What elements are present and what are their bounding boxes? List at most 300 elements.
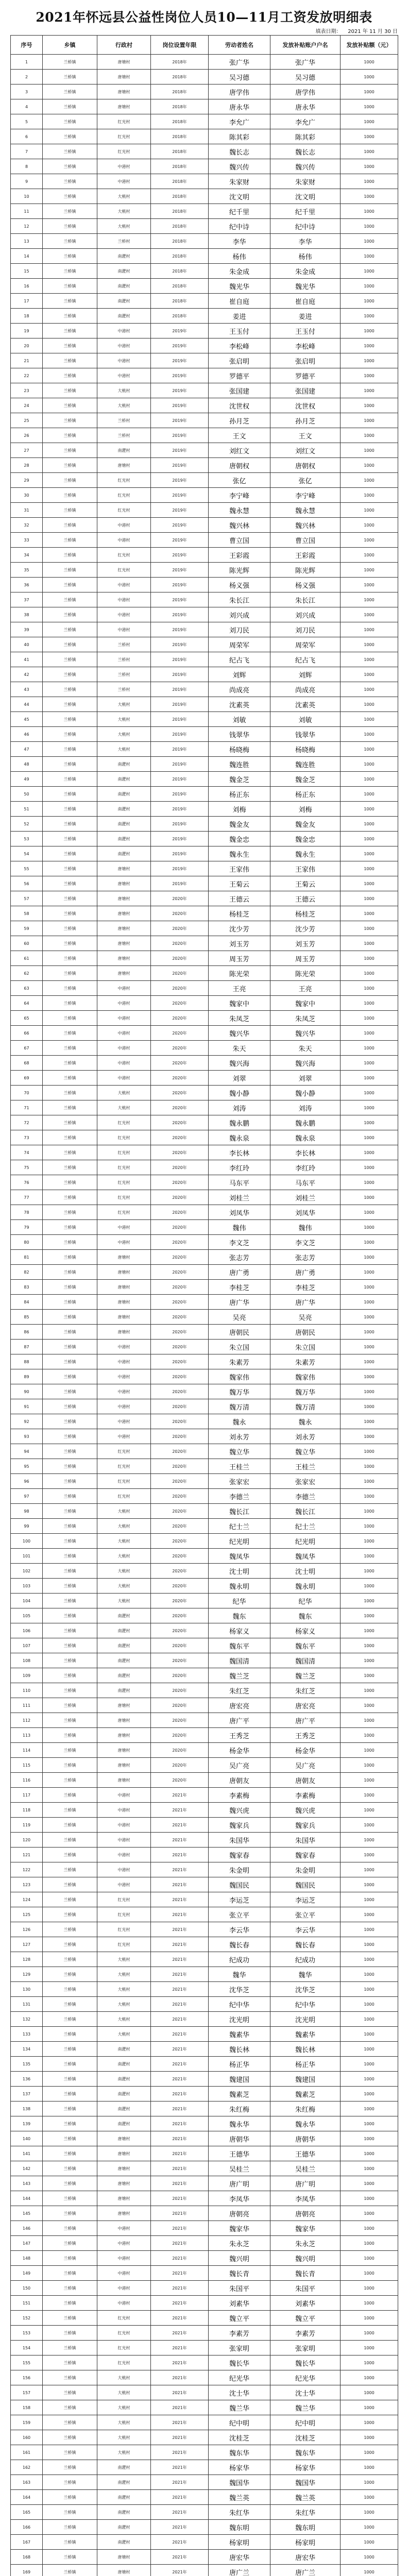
row-town: 兰桥镇: [43, 338, 97, 353]
row-index: 115: [11, 1758, 43, 1773]
row-amount: 1000: [341, 2206, 398, 2221]
row-account: 魏兰芝: [270, 1668, 341, 1683]
row-village: 中港村: [97, 1877, 151, 1892]
row-village: 唐塘村: [97, 906, 151, 921]
row-town: 兰桥镇: [43, 2221, 97, 2236]
row-year: 2020年: [151, 1280, 209, 1295]
row-town: 兰桥镇: [43, 2296, 97, 2311]
row-worker: 杨家华: [209, 2460, 270, 2475]
table-row: [11, 2326, 398, 2341]
row-year: 2020年: [151, 1399, 209, 1414]
row-amount: 1000: [341, 1310, 398, 1325]
row-town: 兰桥镇: [43, 1459, 97, 1474]
table-row: [11, 1594, 398, 1608]
row-year: 2020年: [151, 1638, 209, 1653]
row-worker: 沈少芳: [209, 921, 270, 936]
table-row: [11, 592, 398, 607]
row-town: 兰桥镇: [43, 1698, 97, 1713]
row-worker: 魏兴传: [209, 159, 270, 174]
row-year: 2020年: [151, 1310, 209, 1325]
row-account: 李凤华: [270, 2191, 341, 2206]
table-row: [11, 2087, 398, 2102]
row-index: 138: [11, 2102, 43, 2116]
row-village: 南淝村: [97, 309, 151, 324]
row-town: 兰桥镇: [43, 1833, 97, 1848]
row-village: 大桃村: [97, 712, 151, 727]
row-worker: 张立平: [209, 1907, 270, 1922]
row-worker: 张志芳: [209, 1250, 270, 1265]
row-year: 2019年: [151, 488, 209, 503]
row-town: 兰桥镇: [43, 1071, 97, 1086]
row-year: 2019年: [151, 637, 209, 652]
row-amount: 1000: [341, 772, 398, 787]
row-amount: 1000: [341, 2161, 398, 2176]
row-town: 兰桥镇: [43, 1145, 97, 1160]
table-row: [11, 951, 398, 966]
row-year: 2020年: [151, 906, 209, 921]
row-year: 2020年: [151, 1489, 209, 1504]
row-year: 2018年: [151, 264, 209, 279]
table-row: [11, 353, 398, 368]
row-village: 大桃村: [97, 1549, 151, 1564]
table-row: [11, 1997, 398, 2012]
row-account: 杨家华: [270, 2460, 341, 2475]
row-amount: 1000: [341, 2341, 398, 2355]
row-year: 2020年: [151, 1623, 209, 1638]
row-index: 33: [11, 533, 43, 548]
table-row: [11, 1638, 398, 1653]
row-year: 2020年: [151, 1653, 209, 1668]
row-amount: 1000: [341, 1967, 398, 1982]
row-account: 杨家明: [270, 2535, 341, 2550]
row-amount: 1000: [341, 1354, 398, 1369]
row-year: 2021年: [151, 2266, 209, 2281]
row-index: 17: [11, 294, 43, 309]
row-index: 156: [11, 2370, 43, 2385]
row-village: 大桃村: [97, 1534, 151, 1549]
row-village: 中港村: [97, 578, 151, 592]
row-account: 纪占飞: [270, 652, 341, 667]
row-worker: 唐广平: [209, 1713, 270, 1728]
row-worker: 纪士兰: [209, 1519, 270, 1534]
table-row: [11, 757, 398, 772]
row-year: 2020年: [151, 1056, 209, 1071]
row-amount: 1000: [341, 966, 398, 981]
row-account: 沈士华: [270, 2385, 341, 2400]
table-row: [11, 1190, 398, 1205]
row-town: 兰桥镇: [43, 876, 97, 891]
table-row: [11, 2236, 398, 2251]
row-amount: 1000: [341, 832, 398, 846]
row-worker: 魏长春: [209, 1937, 270, 1952]
row-year: 2019年: [151, 697, 209, 712]
row-index: 9: [11, 174, 43, 189]
row-account: 唐宏华: [270, 2550, 341, 2565]
row-worker: 吴亮: [209, 1310, 270, 1325]
row-town: 兰桥镇: [43, 1011, 97, 1026]
row-amount: 1000: [341, 114, 398, 129]
row-worker: 唐朝权: [209, 458, 270, 473]
row-account: 张广华: [270, 55, 341, 70]
row-account: 杨伟: [270, 249, 341, 264]
row-index: 87: [11, 1340, 43, 1354]
row-year: 2021年: [151, 2042, 209, 2057]
row-year: 2018年: [151, 174, 209, 189]
row-index: 54: [11, 846, 43, 861]
row-year: 2019年: [151, 757, 209, 772]
row-worker: 杨正东: [209, 787, 270, 802]
row-index: 95: [11, 1459, 43, 1474]
row-year: 2020年: [151, 1429, 209, 1444]
row-account: 杨正华: [270, 2057, 341, 2072]
row-town: 兰桥镇: [43, 1026, 97, 1041]
row-amount: 1000: [341, 338, 398, 353]
row-village: 大桃村: [97, 1100, 151, 1115]
row-year: 2018年: [151, 159, 209, 174]
row-village: 大桃村: [97, 1504, 151, 1519]
row-amount: 1000: [341, 1145, 398, 1160]
row-year: 2020年: [151, 1668, 209, 1683]
table-row: [11, 413, 398, 428]
row-worker: 唐宏华: [209, 2550, 270, 2565]
row-worker: 朱金成: [209, 264, 270, 279]
row-account: 王德华: [270, 2146, 341, 2161]
table-row: [11, 174, 398, 189]
fill-date: 填表日期： 2021 年 11 月 30 日: [315, 29, 398, 35]
table-row: [11, 802, 398, 817]
table-row: [11, 129, 398, 144]
row-amount: 1000: [341, 1579, 398, 1594]
row-amount: 1000: [341, 234, 398, 249]
row-year: 2021年: [151, 1862, 209, 1877]
row-account: 李运芝: [270, 1892, 341, 1907]
row-worker: 王彩霞: [209, 548, 270, 563]
row-year: 2018年: [151, 70, 209, 84]
row-town: 兰桥镇: [43, 458, 97, 473]
row-amount: 1000: [341, 428, 398, 443]
row-village: 大桃村: [97, 2445, 151, 2460]
row-year: 2020年: [151, 1564, 209, 1579]
row-town: 兰桥镇: [43, 129, 97, 144]
row-village: 南淝村: [97, 817, 151, 832]
row-village: 中港村: [97, 2236, 151, 2251]
table-row: [11, 1071, 398, 1086]
row-village: 大桃村: [97, 2370, 151, 2385]
row-year: 2021年: [151, 2385, 209, 2400]
row-village: 红光村: [97, 2326, 151, 2341]
row-account: 唐朝民: [270, 1325, 341, 1340]
row-amount: 1000: [341, 413, 398, 428]
table-row: [11, 338, 398, 353]
row-index: 120: [11, 1833, 43, 1848]
row-town: 兰桥镇: [43, 1175, 97, 1190]
row-index: 153: [11, 2326, 43, 2341]
row-town: 兰桥镇: [43, 891, 97, 906]
row-year: 2019年: [151, 742, 209, 757]
row-account: 吴桂兰: [270, 2161, 341, 2176]
row-village: 中港村: [97, 2296, 151, 2311]
row-year: 2018年: [151, 249, 209, 264]
row-amount: 1000: [341, 1698, 398, 1713]
row-village: 大桃村: [97, 2415, 151, 2430]
table-row: [11, 2550, 398, 2565]
row-amount: 1000: [341, 951, 398, 966]
row-town: 兰桥镇: [43, 2281, 97, 2296]
row-index: 34: [11, 548, 43, 563]
row-index: 164: [11, 2490, 43, 2505]
row-year: 2019年: [151, 428, 209, 443]
row-village: 唐塘村: [97, 2550, 151, 2565]
row-amount: 1000: [341, 383, 398, 398]
table-row: [11, 159, 398, 174]
row-index: 111: [11, 1698, 43, 1713]
row-amount: 1000: [341, 787, 398, 802]
row-town: 兰桥镇: [43, 2535, 97, 2550]
row-town: 兰桥镇: [43, 1056, 97, 1071]
row-village: 南淝村: [97, 772, 151, 787]
row-account: 张立平: [270, 1907, 341, 1922]
row-town: 兰桥镇: [43, 787, 97, 802]
row-worker: 刘辉: [209, 667, 270, 682]
row-index: 102: [11, 1564, 43, 1579]
row-account: 李松峰: [270, 338, 341, 353]
row-village: 中港村: [97, 1429, 151, 1444]
table-row: [11, 1115, 398, 1130]
row-index: 126: [11, 1922, 43, 1937]
row-village: 中港村: [97, 1041, 151, 1056]
row-village: 大桃村: [97, 2400, 151, 2415]
row-village: 中港村: [97, 1026, 151, 1041]
table-row: [11, 772, 398, 787]
row-index: 139: [11, 2116, 43, 2131]
row-year: 2019年: [151, 473, 209, 488]
row-town: 兰桥镇: [43, 2505, 97, 2520]
row-amount: 1000: [341, 204, 398, 219]
row-year: 2021年: [151, 2057, 209, 2072]
table-row: [11, 488, 398, 503]
row-year: 2019年: [151, 667, 209, 682]
row-village: 兰桥村: [97, 667, 151, 682]
row-town: 兰桥镇: [43, 2490, 97, 2505]
table-row: [11, 1280, 398, 1295]
row-account: 魏长华: [270, 2355, 341, 2370]
row-index: 137: [11, 2087, 43, 2102]
row-worker: 唐广勇: [209, 1265, 270, 1280]
row-year: 2018年: [151, 129, 209, 144]
row-amount: 1000: [341, 1564, 398, 1579]
row-amount: 1000: [341, 1922, 398, 1937]
row-year: 2020年: [151, 1250, 209, 1265]
table-row: [11, 2116, 398, 2131]
row-index: 103: [11, 1579, 43, 1594]
table-row: [11, 817, 398, 832]
row-index: 56: [11, 876, 43, 891]
row-amount: 1000: [341, 637, 398, 652]
row-village: 红光村: [97, 114, 151, 129]
row-year: 2021年: [151, 2131, 209, 2146]
row-village: 唐塘村: [97, 2176, 151, 2191]
row-worker: 魏万华: [209, 1384, 270, 1399]
row-account: 魏长春: [270, 1937, 341, 1952]
table-row: [11, 1399, 398, 1414]
row-amount: 1000: [341, 1653, 398, 1668]
row-amount: 1000: [341, 1325, 398, 1340]
row-worker: 杨义强: [209, 578, 270, 592]
row-amount: 1000: [341, 2385, 398, 2400]
row-amount: 1000: [341, 144, 398, 159]
row-town: 兰桥镇: [43, 996, 97, 1011]
row-village: 兰桥村: [97, 413, 151, 428]
row-index: 151: [11, 2296, 43, 2311]
row-year: 2021年: [151, 2341, 209, 2355]
row-worker: 马东平: [209, 1175, 270, 1190]
row-village: 唐塘村: [97, 891, 151, 906]
row-account: 魏东平: [270, 1638, 341, 1653]
table-row: [11, 1743, 398, 1758]
row-year: 2018年: [151, 219, 209, 234]
table-row: [11, 921, 398, 936]
row-index: 42: [11, 667, 43, 682]
row-amount: 1000: [341, 1892, 398, 1907]
row-account: 周荣军: [270, 637, 341, 652]
row-year: 2021年: [151, 2535, 209, 2550]
row-index: 124: [11, 1892, 43, 1907]
row-amount: 1000: [341, 1623, 398, 1638]
row-town: 兰桥镇: [43, 667, 97, 682]
row-amount: 1000: [341, 891, 398, 906]
row-account: 朱凤芝: [270, 1011, 341, 1026]
row-index: 28: [11, 458, 43, 473]
row-index: 10: [11, 189, 43, 204]
table-row: [11, 249, 398, 264]
table-row: [11, 2385, 398, 2400]
row-worker: 魏光华: [209, 279, 270, 294]
row-town: 兰桥镇: [43, 279, 97, 294]
row-worker: 朱金明: [209, 1862, 270, 1877]
row-year: 2020年: [151, 1608, 209, 1623]
table-row: [11, 2475, 398, 2490]
row-worker: 朱立国: [209, 1340, 270, 1354]
row-account: 朱红华: [270, 2505, 341, 2520]
row-index: 14: [11, 249, 43, 264]
row-village: 红光村: [97, 1115, 151, 1130]
row-worker: 魏素华: [209, 2027, 270, 2042]
row-amount: 1000: [341, 2490, 398, 2505]
row-amount: 1000: [341, 563, 398, 578]
row-amount: 1000: [341, 159, 398, 174]
table-row: [11, 876, 398, 891]
row-year: 2020年: [151, 1160, 209, 1175]
row-village: 南淝村: [97, 264, 151, 279]
row-year: 2019年: [151, 368, 209, 383]
row-amount: 1000: [341, 906, 398, 921]
row-amount: 1000: [341, 2251, 398, 2266]
table-row: [11, 727, 398, 742]
row-index: 59: [11, 921, 43, 936]
row-index: 166: [11, 2520, 43, 2535]
table-row: [11, 1235, 398, 1250]
row-village: 兰桥村: [97, 682, 151, 697]
row-account: 纪千里: [270, 204, 341, 219]
row-worker: 刘涛: [209, 1100, 270, 1115]
row-village: 大桃村: [97, 2012, 151, 2027]
row-account: 李素梅: [270, 1788, 341, 1803]
row-index: 16: [11, 279, 43, 294]
row-amount: 1000: [341, 2072, 398, 2087]
table-row: [11, 1833, 398, 1848]
row-worker: 魏家中: [209, 996, 270, 1011]
row-account: 魏伟: [270, 1220, 341, 1235]
table-row: [11, 697, 398, 712]
row-year: 2020年: [151, 1459, 209, 1474]
row-account: 朱素芳: [270, 1354, 341, 1369]
row-town: 兰桥镇: [43, 204, 97, 219]
table-row: [11, 279, 398, 294]
row-amount: 1000: [341, 294, 398, 309]
row-amount: 1000: [341, 622, 398, 637]
row-town: 兰桥镇: [43, 697, 97, 712]
row-year: 2019年: [151, 772, 209, 787]
row-index: 47: [11, 742, 43, 757]
table-row: [11, 906, 398, 921]
row-worker: 朱红华: [209, 2505, 270, 2520]
row-town: 兰桥镇: [43, 1952, 97, 1967]
row-village: 中港村: [97, 2266, 151, 2281]
row-worker: 张亿: [209, 473, 270, 488]
row-amount: 1000: [341, 1384, 398, 1399]
row-worker: 张广华: [209, 55, 270, 70]
table-row: [11, 1668, 398, 1683]
row-town: 兰桥镇: [43, 2311, 97, 2326]
table-row: [11, 1459, 398, 1474]
row-year: 2021年: [151, 1907, 209, 1922]
table-row: [11, 1295, 398, 1310]
row-worker: 杨家义: [209, 1623, 270, 1638]
row-worker: 杨家明: [209, 2535, 270, 2550]
row-worker: 姜进: [209, 309, 270, 324]
row-village: 南淝村: [97, 443, 151, 458]
table-row: [11, 1175, 398, 1190]
row-village: 红光村: [97, 1474, 151, 1489]
row-account: 朱国平: [270, 2281, 341, 2296]
table-row: [11, 712, 398, 727]
row-index: 37: [11, 592, 43, 607]
row-account: 沈少芳: [270, 921, 341, 936]
row-worker: 唐朝民: [209, 1325, 270, 1340]
table-row: [11, 622, 398, 637]
row-year: 2020年: [151, 1235, 209, 1250]
row-index: 77: [11, 1190, 43, 1205]
row-amount: 1000: [341, 533, 398, 548]
row-worker: 李凤华: [209, 2191, 270, 2206]
row-year: 2018年: [151, 309, 209, 324]
row-village: 唐塘村: [97, 99, 151, 114]
row-account: 张启明: [270, 353, 341, 368]
table-row: [11, 981, 398, 996]
row-account: 魏国民: [270, 1877, 341, 1892]
table-row: [11, 1489, 398, 1504]
row-town: 兰桥镇: [43, 55, 97, 70]
row-village: 大桃村: [97, 398, 151, 413]
row-town: 兰桥镇: [43, 1220, 97, 1235]
table-row: [11, 996, 398, 1011]
row-index: 101: [11, 1549, 43, 1564]
table-row: [11, 578, 398, 592]
row-year: 2019年: [151, 458, 209, 473]
row-worker: 朱永芝: [209, 2236, 270, 2251]
row-village: 中港村: [97, 159, 151, 174]
table-row: [11, 1130, 398, 1145]
